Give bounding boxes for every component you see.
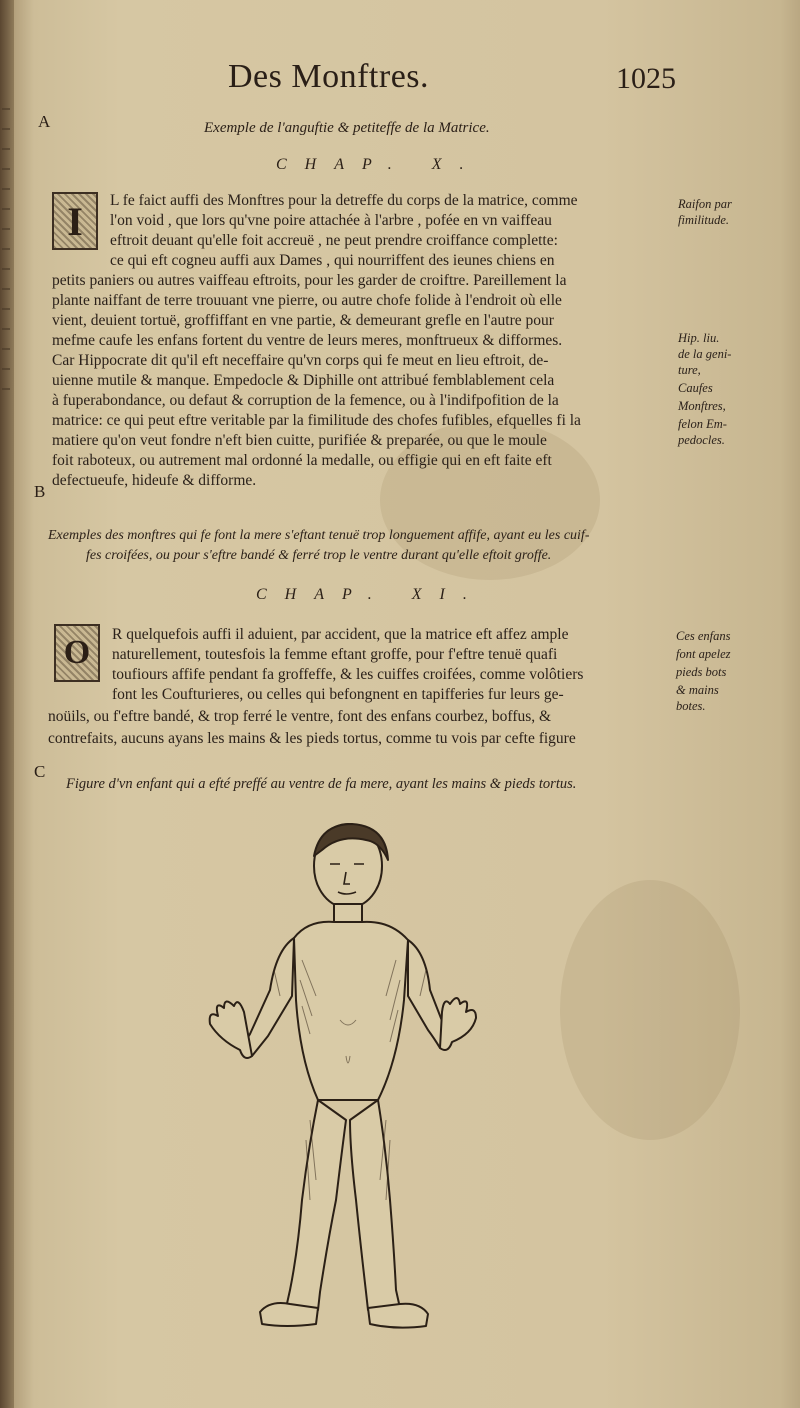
figure-left-hand <box>210 1001 252 1058</box>
text-line: à fuperabondance, ou defaut & corruption de la femence, ou à l'indifpofition de la <box>52 392 559 409</box>
woodcut-figure-child <box>190 820 490 1340</box>
text-line: plante naiffant de terre trouuant vne pierre, ou autre chofe folide à l'endroit où elle <box>52 292 562 309</box>
figure-left-foot <box>260 1303 318 1326</box>
text-line: eftroit deuant qu'elle foit accreuë , ne peut prendre croiffance complette: <box>110 232 558 249</box>
margin-note: & mains <box>676 683 719 697</box>
text-line: matiere qu'on veut fondre n'eft bien cuitte, purifiée & preparée, ou que le moule <box>52 432 547 449</box>
folio-number: 1025 <box>616 62 676 95</box>
figure-caption: Figure d'vn enfant qui a efté preffé au ventre de fa mere, ayant les mains & pieds tortus. <box>66 776 577 792</box>
text-line: mefme caufe les enfans fortent du ventre de leurs meres, monftrueux & difformes. <box>52 332 563 349</box>
margin-note: Hip. liu. <box>678 331 720 345</box>
margin-note: pieds bots <box>676 665 727 679</box>
running-title: Des Monftres. <box>228 58 430 95</box>
margin-note: botes. <box>676 699 706 713</box>
chapter-10-dropcap: I <box>52 192 98 250</box>
text-line: font les Coufturieres, ou celles qui befongnent en tapifferies fur leurs ge- <box>112 686 564 703</box>
chapter-11-subtitle-line-2: fes croifées, ou pour s'eftre bandé & ferré trop le ventre durant qu'elle eftoit groffe. <box>86 548 552 563</box>
chapter-10-label: CHAP. X. <box>276 156 482 173</box>
figure-right-foot <box>368 1304 428 1328</box>
text-line: matrice: ce qui peut eftre veritable par la fimilitude des chofes fufibles, efquelles fi la <box>52 412 581 429</box>
figure-right-hand <box>440 998 476 1050</box>
text-line: L fe faict auffi des Monftres pour la detreffe du corps de la matrice, comme <box>110 192 578 209</box>
section-marker-a: A <box>38 112 51 131</box>
text-line: naturellement, toutesfois la femme eftant groffe, pour f'eftre tenuë quafi <box>112 646 558 663</box>
book-gutter <box>0 0 14 1408</box>
section-marker-b: B <box>34 482 46 501</box>
figure-right-leg <box>350 1100 400 1310</box>
chapter-10-subtitle: Exemple de l'anguftie & petiteffe de la Matrice. <box>204 120 490 136</box>
text-line: R quelquefois auffi il aduient, par accident, que la matrice eft affez ample <box>112 626 569 643</box>
text-line: uienne mutile & manque. Empedocle & Diphille ont attribué femblablement cela <box>52 372 555 389</box>
figure-torso <box>294 922 408 1100</box>
margin-note: pedocles. <box>678 433 725 447</box>
figure-left-leg <box>286 1100 346 1310</box>
margin-note: Monftres, <box>678 399 726 413</box>
margin-note: Caufes <box>678 381 713 395</box>
text-line: foit raboteux, ou autrement mal ordonné la medalle, ou effigie qui en eft faite eft <box>52 452 552 469</box>
text-line: vient, deuient tortuë, groffiffant en vne partie, & demeurant grefle en l'autre pour <box>52 312 554 329</box>
gutter-page-edges <box>2 90 10 390</box>
text-line: ce qui eft cogneu auffi aux Dames , qui nourriffent des ieunes chiens en <box>110 252 555 269</box>
chapter-11-subtitle-line-1: Exemples des monftres qui fe font la mere s'eftant tenuë trop longuement affife, ayant eu les cuif- <box>48 528 590 543</box>
text-line: toufiours affife pendant fa groffeffe, & les cuiffes croifées, comme volôtiers <box>112 666 584 683</box>
margin-note: font apelez <box>676 647 731 661</box>
margin-note: fimilitude. <box>678 213 730 227</box>
text-line: petits paniers ou autres vaiffeau eftroits, pour les garder de croiftre. Pareillement la <box>52 272 567 289</box>
text-line: defectueufe, hideufe & difforme. <box>52 472 257 489</box>
text-line: l'on void , que lors qu'vne poire attachée à l'arbre , pofée en vn vaiffeau <box>110 212 552 229</box>
chapter-11-label: CHAP. XI. <box>256 586 485 603</box>
margin-note: ture, <box>678 363 701 377</box>
margin-note: felon Em- <box>678 417 727 431</box>
text-line: contrefaits, aucuns ayans les mains & les pieds tortus, comme tu vois par cefte figure <box>48 730 576 747</box>
margin-note: Ces enfans <box>676 629 731 643</box>
margin-note: de la geni- <box>678 347 732 361</box>
section-marker-c: C <box>34 762 46 781</box>
chapter-11-dropcap: O <box>54 624 100 682</box>
text-line: noüils, ou f'eftre bandé, & trop ferré le ventre, font des enfans courbez, boffus, & <box>48 708 552 725</box>
text-line: Car Hippocrate dit qu'il eft neceffaire qu'vn corps qui fe meut en lieu eftroit, de- <box>52 352 549 369</box>
paper-stain <box>560 880 740 1140</box>
margin-note: Raifon par <box>678 197 732 211</box>
